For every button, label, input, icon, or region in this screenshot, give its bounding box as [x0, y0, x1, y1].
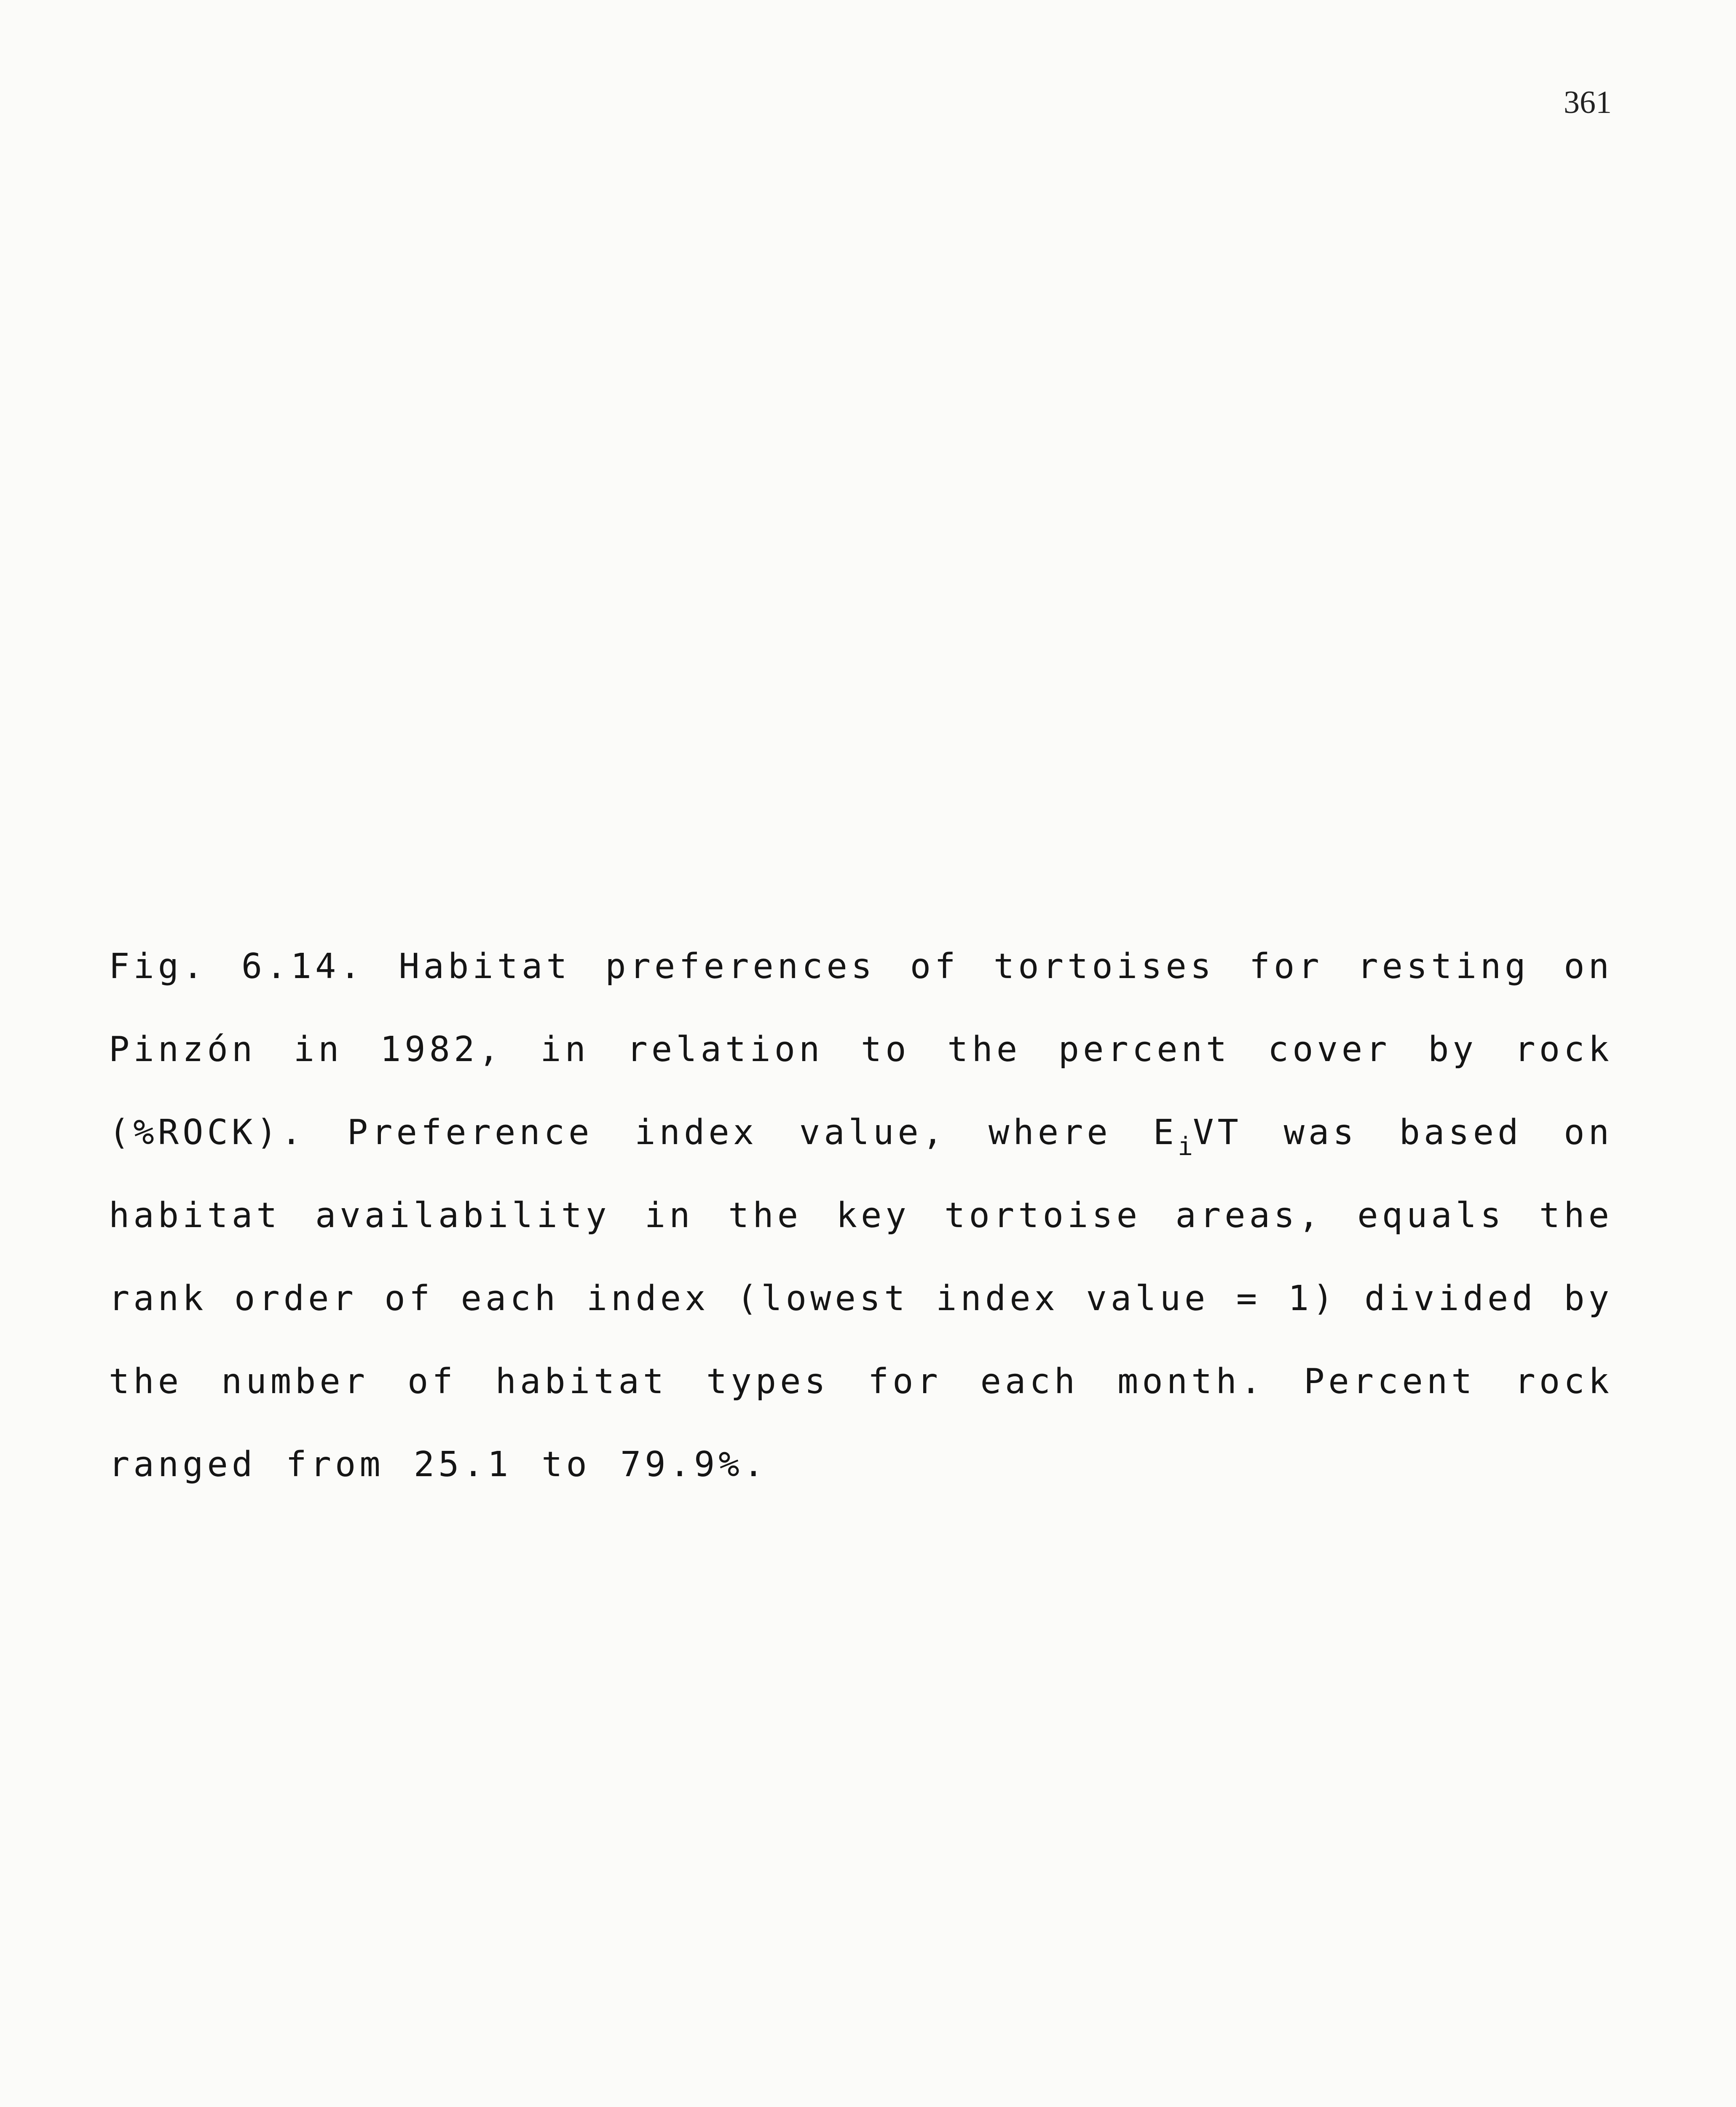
caption-word: percent — [1058, 1029, 1231, 1070]
caption-word: Pinzón — [109, 1029, 257, 1070]
caption-word: Fig. — [109, 946, 207, 986]
caption-word: value — [1086, 1279, 1209, 1319]
caption-word: month. — [1117, 1362, 1265, 1402]
figure-caption — [109, 925, 1613, 1506]
caption-word: each — [461, 1279, 560, 1319]
variable-e: E — [1153, 1112, 1178, 1153]
caption-line — [109, 1174, 1613, 1257]
caption-word: equals — [1357, 1196, 1505, 1236]
caption-word: index — [586, 1279, 710, 1319]
caption-word: to — [860, 1029, 910, 1070]
caption-word: (%ROCK). — [109, 1112, 305, 1153]
caption-word: = — [1236, 1279, 1261, 1319]
caption-word: where — [988, 1112, 1112, 1153]
variable-vt: VT — [1193, 1112, 1242, 1153]
caption-line — [109, 1008, 1613, 1091]
caption-word: resting — [1357, 946, 1530, 986]
subscript-i: i — [1177, 1132, 1193, 1161]
caption-word: on — [1564, 946, 1613, 986]
caption-word: for — [1249, 946, 1323, 986]
caption-word: the — [728, 1196, 802, 1236]
caption-word: areas, — [1175, 1196, 1323, 1236]
caption-line — [109, 1091, 1613, 1174]
caption-word: (lowest — [737, 1279, 909, 1319]
caption-word: each — [980, 1362, 1079, 1402]
caption-word: in — [644, 1196, 694, 1236]
caption-word: 1) — [1288, 1279, 1337, 1319]
caption-word: of — [407, 1362, 457, 1402]
caption-word: 1982, — [380, 1029, 503, 1070]
caption-word: Preference — [347, 1112, 593, 1153]
caption-word: types — [706, 1362, 829, 1402]
caption-word: cover — [1267, 1029, 1391, 1070]
caption-word: on — [1564, 1112, 1613, 1153]
caption-word: of — [910, 946, 959, 986]
caption-word: 6.14. — [241, 946, 364, 986]
caption-word: Percent — [1304, 1362, 1476, 1402]
caption-word: divided — [1364, 1279, 1537, 1319]
caption-word: number — [221, 1362, 369, 1402]
caption-word: from — [286, 1445, 384, 1485]
caption-word: Habitat — [399, 946, 571, 986]
caption-word: tortoises — [993, 946, 1215, 986]
caption-word: habitat — [109, 1196, 281, 1236]
caption-word: index — [936, 1279, 1059, 1319]
caption-word: habitat — [495, 1362, 668, 1402]
caption-line — [109, 1423, 1613, 1506]
caption-line — [109, 925, 1613, 1008]
caption-word: order — [234, 1279, 357, 1319]
page-number: 361 — [1564, 85, 1612, 120]
caption-word: by — [1564, 1279, 1613, 1319]
caption-word: was — [1283, 1112, 1358, 1153]
caption-word: relation — [627, 1029, 824, 1070]
caption-word: in — [540, 1029, 590, 1070]
caption-word: the — [947, 1029, 1021, 1070]
caption-word: rock — [1514, 1362, 1613, 1402]
caption-line — [109, 1340, 1613, 1423]
caption-word: value, — [799, 1112, 947, 1153]
caption-word: the — [109, 1362, 183, 1402]
caption-word: ranged — [109, 1445, 257, 1485]
caption-word: rank — [109, 1279, 207, 1319]
caption-word: availability — [315, 1196, 611, 1236]
caption-word: to — [541, 1445, 591, 1485]
caption-word: in — [293, 1029, 343, 1070]
caption-word: rock — [1514, 1029, 1613, 1070]
caption-word: by — [1428, 1029, 1477, 1070]
caption-word: index — [635, 1112, 758, 1153]
caption-word: key — [836, 1196, 910, 1236]
caption-word: the — [1539, 1196, 1613, 1236]
caption-word: of — [384, 1279, 434, 1319]
caption-word: for — [868, 1362, 942, 1402]
caption-word: 79.9%. — [620, 1445, 768, 1485]
caption-word: tortoise — [944, 1196, 1141, 1236]
caption-line — [109, 1257, 1613, 1340]
caption-word: based — [1399, 1112, 1522, 1153]
caption-word: preferences — [605, 946, 876, 986]
caption-word: 25.1 — [413, 1445, 512, 1485]
caption-word-symbol — [1153, 1091, 1242, 1174]
